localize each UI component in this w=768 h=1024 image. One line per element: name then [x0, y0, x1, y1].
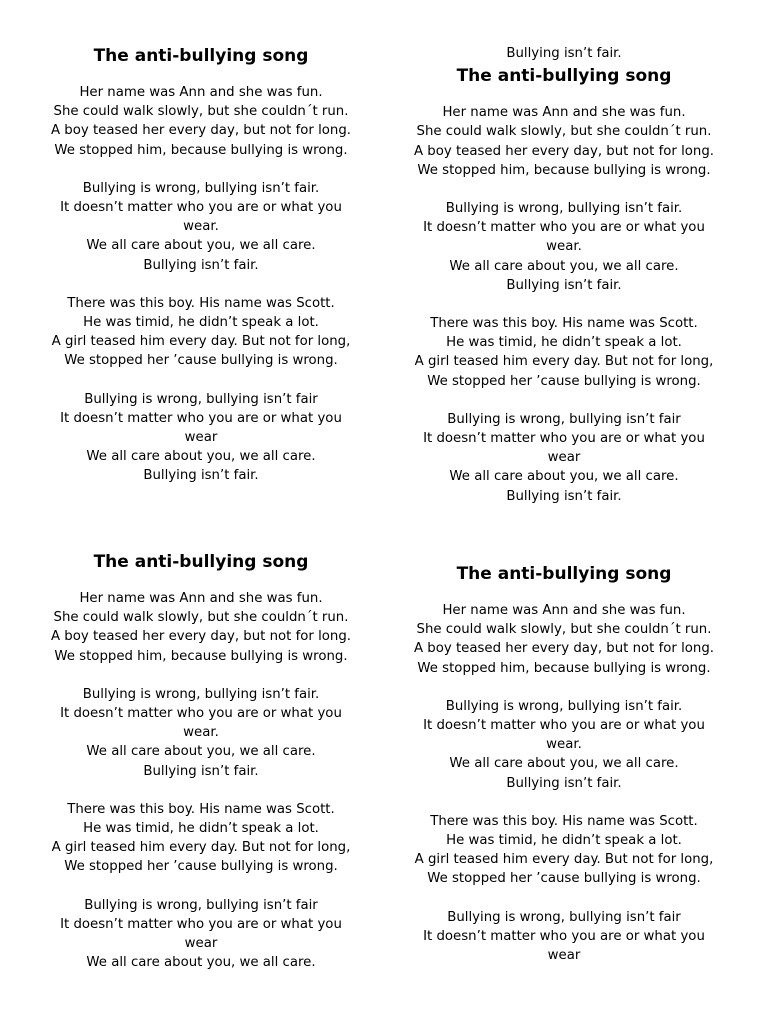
lyric-line: We all care about you, we all care. — [86, 744, 316, 760]
stanza — [40, 83, 362, 160]
lyric-line: It doesn’t matter who you are or what you — [60, 200, 342, 216]
stanza — [402, 410, 726, 506]
lyric-line: A boy teased her every day, but not for long. — [50, 629, 352, 645]
stanza — [40, 800, 362, 877]
lyric-line: We all care about you, we all care. — [449, 756, 679, 772]
lyric-line: Bullying isn’t fair. — [143, 763, 259, 779]
song-title: The anti-bullying song — [93, 46, 309, 66]
lyric-line: We all care about you, we all care. — [449, 469, 679, 485]
lyric-line: A boy teased her every day, but not for long. — [413, 641, 715, 657]
song-block-4 — [402, 563, 726, 965]
lyric-line: Bullying is wrong, bullying isn’t fair — [447, 909, 681, 925]
lyric-line: There was this boy. His name was Scott. — [67, 295, 335, 311]
lyric-line: Bullying isn’t fair. — [143, 257, 259, 273]
lyric-line: We stopped her ’cause bullying is wrong. — [427, 871, 701, 887]
lyric-line: A girl teased him every day. But not for long, — [414, 852, 714, 868]
stanza — [40, 896, 362, 973]
stanza — [402, 697, 726, 793]
lyric-line: He was timid, he didn’t speak a lot. — [83, 315, 319, 331]
lyric-line: There was this boy. His name was Scott. — [430, 316, 698, 332]
lyric-line: It doesn’t matter who you are or what you — [60, 410, 342, 426]
lyric-line: It doesn’t matter who you are or what you — [60, 706, 342, 722]
lyric-line: We stopped him, because bullying is wrong. — [417, 660, 711, 676]
lyric-line: wear — [184, 430, 218, 446]
stanza — [402, 103, 726, 180]
lyric-line: Her name was Ann and she was fun. — [79, 85, 323, 100]
lyric-line: We all care about you, we all care. — [86, 449, 316, 465]
lyric-line: Bullying is wrong, bullying isn’t fair. — [82, 180, 320, 196]
lyric-line: It doesn’t matter who you are or what you — [423, 431, 705, 447]
lyric-line: Bullying isn’t fair. — [143, 468, 259, 484]
lyric-line: It doesn’t matter who you are or what you — [60, 916, 342, 932]
song-title: The anti-bullying song — [93, 552, 309, 572]
lyric-line: Bullying is wrong, bullying isn’t fair. — [445, 201, 683, 217]
lyric-line: A boy teased her every day, but not for long. — [50, 123, 352, 139]
stanza — [40, 589, 362, 666]
lyric-line: Bullying is wrong, bullying isn’t fair. — [445, 698, 683, 714]
lyric-line: A girl teased him every day. But not for long, — [51, 840, 351, 856]
lyric-line: wear — [184, 936, 218, 952]
lyric-line: wear. — [546, 239, 582, 255]
lyric-line: We all care about you, we all care. — [86, 238, 316, 254]
lyric-line: Bullying isn’t fair. — [506, 277, 622, 293]
lyric-line: Bullying is wrong, bullying isn’t fair — [84, 897, 318, 913]
lyric-line: wear. — [546, 737, 582, 753]
lyric-line: She could walk slowly, but she couldn´t run. — [416, 622, 712, 638]
lyric-line: wear. — [183, 219, 219, 235]
lyric-line: Her name was Ann and she was fun. — [442, 105, 686, 121]
lyric-line: He was timid, he didn’t speak a lot. — [446, 335, 682, 351]
lyric-line: wear — [547, 948, 581, 964]
stanza — [402, 199, 726, 295]
stanza — [402, 601, 726, 678]
song-title: The anti-bullying song — [456, 564, 672, 584]
lyric-line: He was timid, he didn’t speak a lot. — [83, 821, 319, 837]
song-block-2 — [402, 44, 726, 506]
lyric-line: We all care about you, we all care. — [449, 258, 679, 274]
lyric-line: She could walk slowly, but she couldn´t run. — [53, 104, 349, 120]
song-block-1 — [40, 45, 362, 486]
stanza — [402, 812, 726, 889]
lyric-line: wear — [547, 450, 581, 466]
lyric-line: We stopped her ’cause bullying is wrong. — [64, 859, 338, 875]
lyric-line: We stopped him, because bullying is wrong. — [54, 648, 348, 664]
lyric-line: We stopped him, because bullying is wrong. — [54, 142, 348, 158]
lyric-line: Her name was Ann and she was fun. — [442, 603, 686, 618]
stanza — [40, 179, 362, 275]
lyric-line: A boy teased her every day, but not for long. — [413, 143, 715, 159]
song-block-3 — [40, 551, 362, 972]
lyric-line: We all care about you, we all care. — [86, 955, 316, 971]
lyric-line: It doesn’t matter who you are or what you — [423, 718, 705, 734]
lyric-line: Bullying is wrong, bullying isn’t fair — [84, 391, 318, 407]
lyric-line: We stopped her ’cause bullying is wrong. — [64, 353, 338, 369]
lyric-line: There was this boy. His name was Scott. — [67, 801, 335, 817]
stanza — [402, 908, 726, 966]
lyric-line: Bullying is wrong, bullying isn’t fair. — [82, 686, 320, 702]
lyric-line: She could walk slowly, but she couldn´t run. — [416, 124, 712, 140]
song-title: The anti-bullying song — [456, 66, 672, 87]
lyric-line: Bullying isn’t fair. — [506, 488, 622, 504]
stanza — [40, 390, 362, 486]
lyric-line: He was timid, he didn’t speak a lot. — [446, 833, 682, 849]
lyric-line: It doesn’t matter who you are or what you — [423, 928, 705, 944]
lyric-line: wear. — [183, 725, 219, 741]
lyric-line: Bullying is wrong, bullying isn’t fair — [447, 411, 681, 427]
lyric-line: Bullying isn’t fair. — [506, 775, 622, 791]
lyric-line: A girl teased him every day. But not for long, — [414, 354, 714, 370]
stanza — [40, 685, 362, 781]
lyric-line: A girl teased him every day. But not for long, — [51, 334, 351, 350]
lyric-line: We stopped him, because bullying is wrong. — [417, 162, 711, 178]
lyric-line: There was this boy. His name was Scott. — [430, 813, 698, 829]
lyric-line: It doesn’t matter who you are or what you — [423, 220, 705, 236]
stanza — [40, 294, 362, 371]
stanza — [402, 314, 726, 391]
lyric-line: Her name was Ann and she was fun. — [79, 591, 323, 606]
lyric-line: She could walk slowly, but she couldn´t run. — [53, 610, 349, 626]
lyric-line: We stopped her ’cause bullying is wrong. — [427, 373, 701, 389]
preceding-line: Bullying isn’t fair. — [506, 46, 622, 61]
